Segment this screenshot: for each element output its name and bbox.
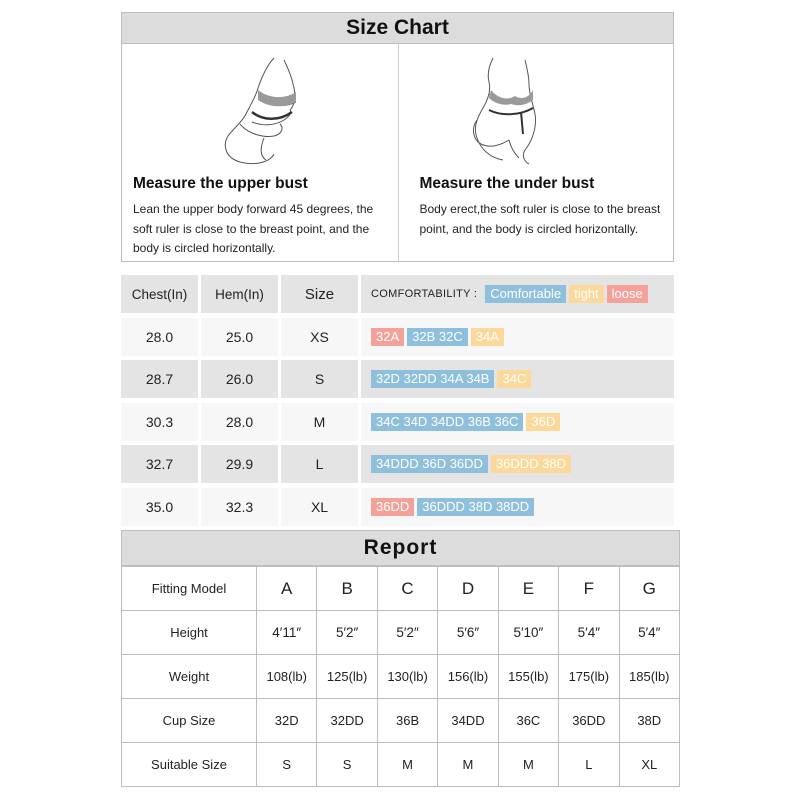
upper-bust-guide: [122, 44, 398, 261]
suitable-size-cell: L: [559, 743, 619, 787]
suitable-size-cell: XL: [619, 743, 679, 787]
under-bust-description: Body erect,the soft ruler is close to the breast point, and the body is circled horizontally.: [419, 202, 661, 236]
report-title: Report: [121, 530, 680, 566]
measurement-guide: [121, 44, 674, 262]
model-cell: B: [317, 567, 377, 611]
upper-bust-figure-illustration: [212, 54, 332, 166]
comfortability-label: COMFORTABILITY :: [371, 288, 478, 300]
chest-value: 32.7: [121, 445, 198, 483]
size-row-m: [121, 401, 674, 444]
row-label: Fitting Model: [122, 567, 257, 611]
cup-tag-tight: 36D: [526, 413, 560, 431]
height-cell: 5′2″: [377, 611, 437, 655]
size-value: XS: [281, 318, 358, 356]
chest-column-header: Chest(In): [121, 275, 198, 313]
cup-tags: [361, 445, 674, 483]
cup-size-cell: 38D: [619, 699, 679, 743]
weight-cell: 130(lb): [377, 655, 437, 699]
report-row-cup-size: [122, 699, 680, 743]
hem-value: 29.9: [201, 445, 278, 483]
size-row-xl: [121, 486, 674, 529]
suitable-size-cell: M: [377, 743, 437, 787]
weight-cell: 156(lb): [438, 655, 498, 699]
under-bust-guide: [398, 44, 674, 261]
report-row-weight: [122, 655, 680, 699]
row-label: Suitable Size: [122, 743, 257, 787]
cup-tag-comfortable: 32B 32C: [407, 328, 468, 346]
size-value: XL: [281, 488, 358, 526]
hem-value: 28.0: [201, 403, 278, 441]
suitable-size-cell: S: [317, 743, 377, 787]
cup-size-cell: 36C: [498, 699, 558, 743]
model-cell: G: [619, 567, 679, 611]
suitable-size-cell: M: [498, 743, 558, 787]
suitable-size-cell: M: [438, 743, 498, 787]
row-label: Height: [122, 611, 257, 655]
chest-value: 28.0: [121, 318, 198, 356]
hem-value: 26.0: [201, 360, 278, 398]
hem-column-header: Hem(In): [201, 275, 278, 313]
weight-cell: 155(lb): [498, 655, 558, 699]
height-cell: 5′4″: [559, 611, 619, 655]
cup-tags: [361, 318, 674, 356]
height-cell: 5′2″: [317, 611, 377, 655]
cup-size-cell: 36B: [377, 699, 437, 743]
size-table: [121, 273, 674, 528]
chest-value: 28.7: [121, 360, 198, 398]
size-value: L: [281, 445, 358, 483]
model-cell: F: [559, 567, 619, 611]
cup-tag-comfortable: 36DDD 38D 38DD: [417, 498, 534, 516]
size-value: M: [281, 403, 358, 441]
cup-tags: [361, 403, 674, 441]
hem-value: 25.0: [201, 318, 278, 356]
size-row-l: [121, 443, 674, 486]
comfortability-legend: [361, 275, 674, 313]
cup-tags: [361, 360, 674, 398]
size-column-header: Size: [281, 275, 358, 313]
model-cell: A: [257, 567, 317, 611]
chest-value: 30.3: [121, 403, 198, 441]
weight-cell: 185(lb): [619, 655, 679, 699]
upper-bust-description: Lean the upper body forward 45 degrees, the soft ruler is close to the breast point, and the body is circled horizontally.: [133, 202, 374, 255]
size-table-header: [121, 273, 674, 316]
legend-loose-tag: loose: [607, 285, 648, 303]
size-chart-title: Size Chart: [121, 12, 674, 44]
cup-tag-loose: 36DD: [371, 498, 414, 516]
model-cell: C: [377, 567, 437, 611]
cup-tag-comfortable: 34C 34D 34DD 36B 36C: [371, 413, 523, 431]
cup-size-cell: 32DD: [317, 699, 377, 743]
cup-size-cell: 32D: [257, 699, 317, 743]
under-bust-title: Measure the under bust: [419, 175, 595, 192]
row-label: Cup Size: [122, 699, 257, 743]
under-bust-figure-illustration: [459, 54, 569, 166]
cup-tags: [361, 488, 674, 526]
cup-tag-loose: 32A: [371, 328, 404, 346]
hem-value: 32.3: [201, 488, 278, 526]
cup-tag-tight: 34C: [497, 370, 531, 388]
report-row-height: [122, 611, 680, 655]
cup-tag-comfortable: 32D 32DD 34A 34B: [371, 370, 494, 388]
weight-cell: 175(lb): [559, 655, 619, 699]
report-table: [121, 566, 680, 787]
cup-size-cell: 36DD: [559, 699, 619, 743]
cup-tag-tight: 36DDD 38D: [491, 455, 571, 473]
legend-comfortable-tag: Comfortable: [485, 285, 566, 303]
weight-cell: 125(lb): [317, 655, 377, 699]
size-row-xs: [121, 316, 674, 359]
size-row-s: [121, 358, 674, 401]
upper-bust-title: Measure the upper bust: [133, 175, 308, 192]
suitable-size-cell: S: [257, 743, 317, 787]
height-cell: 5′4″: [619, 611, 679, 655]
cup-tag-tight: 34A: [471, 328, 504, 346]
report-row-fitting-model: [122, 567, 680, 611]
weight-cell: 108(lb): [257, 655, 317, 699]
height-cell: 4′11″: [257, 611, 317, 655]
legend-tight-tag: tight: [569, 285, 604, 303]
row-label: Weight: [122, 655, 257, 699]
model-cell: E: [498, 567, 558, 611]
height-cell: 5′10″: [498, 611, 558, 655]
chest-value: 35.0: [121, 488, 198, 526]
size-value: S: [281, 360, 358, 398]
report-row-suitable-size: [122, 743, 680, 787]
cup-size-cell: 34DD: [438, 699, 498, 743]
cup-tag-comfortable: 34DDD 36D 36DD: [371, 455, 488, 473]
height-cell: 5′6″: [438, 611, 498, 655]
model-cell: D: [438, 567, 498, 611]
